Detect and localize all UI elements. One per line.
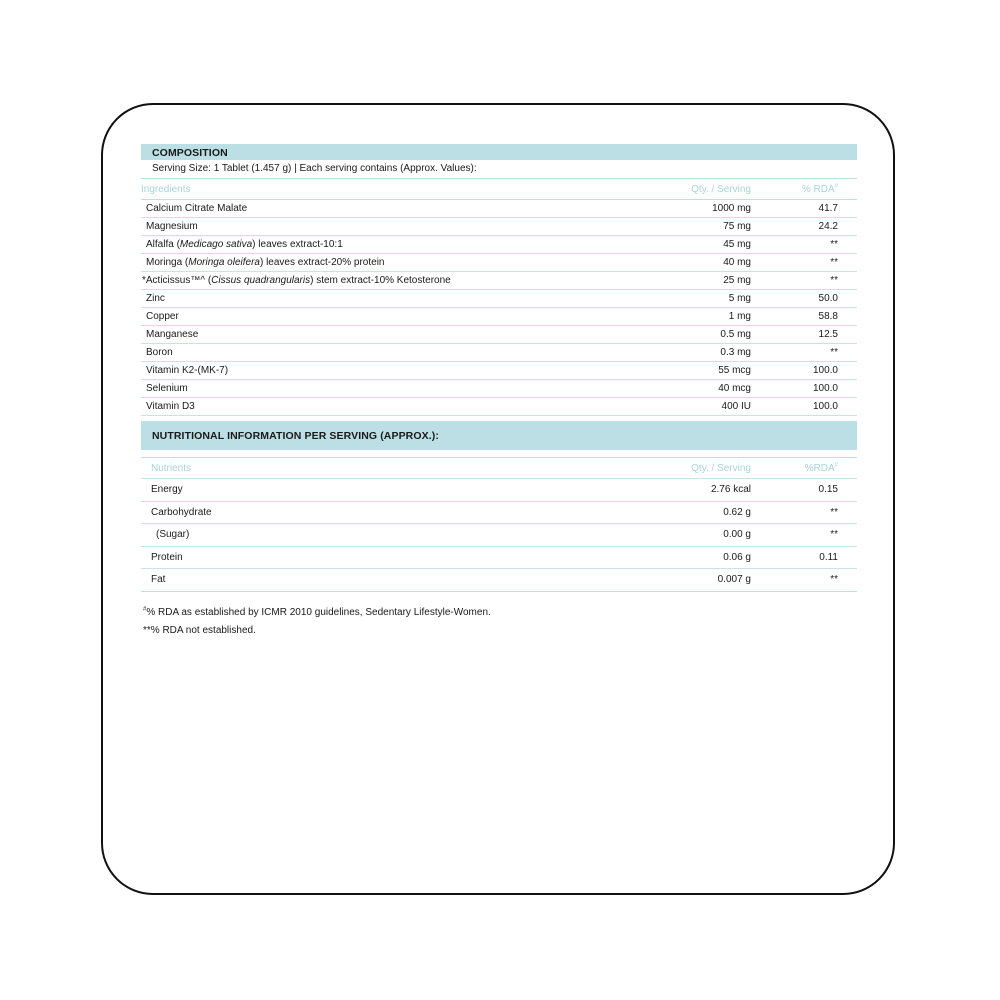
table-row — [141, 362, 857, 380]
ingredient-qty: 75 mg — [723, 221, 751, 232]
ingredient-qty: 400 IU — [721, 401, 751, 412]
nutrient-name: Carbohydrate — [151, 506, 212, 518]
nutrient-qty: 0.62 g — [723, 506, 751, 518]
nutrient-name: Energy — [151, 484, 183, 496]
ingredient-qty: 1 mg — [728, 311, 751, 322]
ingredient-name: Magnesium — [146, 221, 198, 232]
table-row — [141, 502, 857, 525]
nutrient-qty: 0.007 g — [717, 574, 751, 586]
nutrient-qty: 0.00 g — [723, 529, 751, 541]
nutrient-name: (Sugar) — [156, 529, 190, 541]
table-row — [141, 380, 857, 398]
ingredient-name: Selenium — [146, 383, 188, 394]
ingredient-rda: 100.0 — [812, 383, 838, 394]
ingredient-qty: 55 mcg — [718, 365, 751, 376]
qty-header: Qty. / Serving — [691, 183, 751, 195]
ingredient-rda: 58.8 — [818, 311, 838, 322]
table-row — [141, 524, 857, 547]
table-row — [141, 236, 857, 254]
ingredient-rda: ** — [830, 257, 838, 268]
ingredients-header: Ingredients — [141, 183, 191, 195]
ingredient-rda: 41.7 — [818, 203, 838, 214]
rda-header: %RDA# — [804, 462, 838, 474]
ingredient-rda: ** — [830, 275, 838, 286]
ingredient-name: Manganese — [146, 329, 199, 340]
ingredient-qty: 0.5 mg — [720, 329, 751, 340]
ingredient-name: Calcium Citrate Malate — [146, 203, 248, 214]
composition-header-row — [141, 179, 857, 200]
rda-footnote: #% RDA as established by ICMR 2010 guidelines, Sedentary Lifestyle-Women. — [143, 606, 491, 618]
ingredient-qty: 1000 mg — [712, 203, 751, 214]
rda-header: % RDA# — [801, 183, 838, 195]
nutrition-section — [141, 421, 857, 592]
composition-section — [141, 144, 857, 416]
table-row — [141, 569, 857, 592]
ingredient-name: Vitamin D3 — [146, 401, 195, 412]
table-row — [141, 479, 857, 502]
ingredient-rda: 50.0 — [818, 293, 838, 304]
table-row — [141, 200, 857, 218]
ingredient-qty: 5 mg — [728, 293, 751, 304]
rda-not-established-footnote: **% RDA not established. — [143, 624, 256, 636]
table-row — [141, 398, 857, 416]
ingredient-qty: 40 mg — [723, 257, 751, 268]
nutrient-rda: ** — [830, 574, 838, 586]
table-row — [141, 344, 857, 362]
nutrient-rda: 0.15 — [818, 484, 838, 496]
ingredient-rda: 100.0 — [812, 365, 838, 376]
ingredient-rda: 100.0 — [812, 401, 838, 412]
ingredient-name: Vitamin K2-(MK-7) — [146, 365, 229, 376]
ingredient-name: Moringa (Moringa oleifera) leaves extract-20% protein — [146, 257, 385, 268]
supplement-facts-panel — [141, 144, 857, 640]
ingredient-name: *Acticissus™^ (Cissus quadrangularis) stem extract-10% Ketosterone — [142, 275, 451, 286]
qty-header: Qty. / Serving — [691, 462, 751, 474]
ingredient-qty: 0.3 mg — [720, 347, 751, 358]
table-row — [141, 290, 857, 308]
ingredient-name: Copper — [146, 311, 179, 322]
ingredient-qty: 40 mcg — [718, 383, 751, 394]
nutrient-qty: 0.06 g — [723, 551, 751, 563]
composition-title: COMPOSITION — [141, 144, 857, 160]
table-row — [141, 272, 857, 290]
ingredient-name: Alfalfa (Medicago sativa) leaves extract-10:1 — [146, 239, 343, 250]
nutrient-name: Fat — [151, 574, 166, 586]
nutrient-rda: ** — [830, 506, 838, 518]
ingredient-name: Zinc — [146, 293, 165, 304]
table-row — [141, 326, 857, 344]
nutrients-header: Nutrients — [151, 462, 192, 474]
nutrition-title: NUTRITIONAL INFORMATION PER SERVING (APPROX.): — [141, 421, 857, 452]
nutrition-header-row — [141, 457, 857, 479]
ingredient-qty: 45 mg — [723, 239, 751, 250]
table-row — [141, 218, 857, 236]
ingredient-qty: 25 mg — [723, 275, 751, 286]
table-row — [141, 308, 857, 326]
footnotes — [141, 604, 857, 640]
table-row — [141, 254, 857, 272]
nutrient-name: Protein — [151, 551, 183, 563]
ingredient-rda: 12.5 — [818, 329, 838, 340]
nutrient-rda: 0.11 — [819, 551, 838, 563]
nutrient-rda: ** — [830, 529, 838, 541]
nutrient-qty: 2.76 kcal — [710, 484, 751, 496]
ingredient-name: Boron — [146, 347, 173, 358]
serving-size-text: Serving Size: 1 Tablet (1.457 g) | Each serving contains (Approx. Values): — [141, 160, 857, 179]
ingredient-rda: ** — [830, 239, 838, 250]
ingredient-rda: ** — [830, 347, 838, 358]
table-row — [141, 547, 857, 570]
ingredient-rda: 24.2 — [818, 221, 838, 232]
